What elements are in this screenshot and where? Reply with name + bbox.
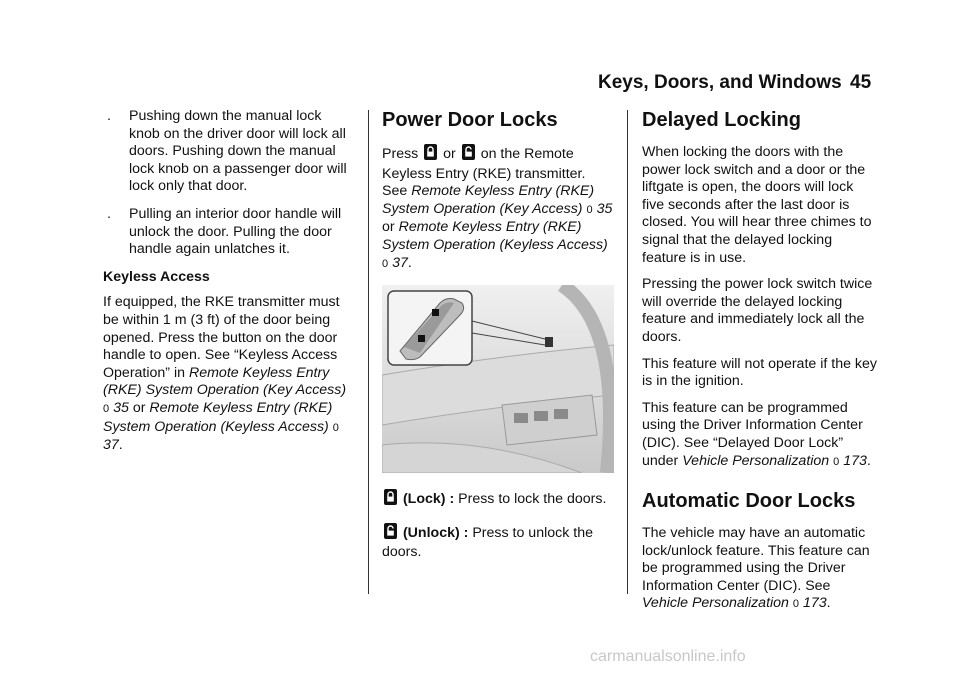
lock-term: (Lock) :	[402, 491, 455, 508]
on-remote-text: on the Remote Keyless Entry (RKE) transmitter. See	[382, 146, 586, 200]
unlock-icon	[462, 144, 475, 166]
delayed-locking-heading: Delayed Locking	[642, 109, 801, 131]
or-text: or	[382, 219, 395, 236]
automatic-door-locks-heading: Automatic Door Locks	[642, 490, 856, 513]
page-ref-number[interactable]: 37	[103, 437, 119, 454]
cross-reference-link[interactable]: Vehicle Personalization	[682, 452, 830, 469]
lock-icon	[384, 489, 397, 511]
paragraph: This feature will not operate if the key is in the ignition.	[642, 355, 878, 390]
period: .	[407, 254, 412, 271]
page-ref-number[interactable]: 173	[802, 595, 827, 612]
paragraph	[642, 400, 878, 471]
page-ref-number[interactable]: 35	[113, 399, 129, 416]
paragraph-text: This feature can be programmed using the Driver Information Center (DIC). See “Delayed Door Lock” under	[642, 399, 863, 469]
page-ref-number[interactable]: 37	[392, 254, 408, 271]
list-item	[103, 206, 356, 259]
list-item	[103, 108, 356, 196]
unlock-description: Press to unlock the doors.	[382, 524, 593, 561]
column-divider	[368, 110, 369, 594]
keyless-access-paragraph	[103, 294, 356, 454]
cross-reference-link[interactable]: Remote Keyless Entry (RKE) System Operation (Key Access)	[382, 183, 595, 217]
column-middle	[382, 108, 614, 574]
page-ref-icon: 0	[586, 203, 593, 216]
paragraph: Pressing the power lock switch twice will override the delayed locking feature and immediately lock all the doors.	[642, 276, 873, 345]
door-lock-switch-illustration	[382, 285, 614, 473]
column-divider	[627, 110, 628, 594]
page-number: 45	[850, 72, 872, 93]
cross-reference-link[interactable]: Remote Keyless Entry (RKE) System Operation (Key Access)	[103, 364, 347, 399]
lock-definition	[382, 489, 614, 511]
column-right	[642, 108, 878, 623]
power-door-locks-paragraph	[382, 144, 614, 273]
or-text: or	[132, 399, 146, 416]
unlock-icon	[384, 523, 397, 545]
page-ref-icon: 0	[332, 421, 339, 434]
bullet-marker: .	[107, 205, 111, 222]
period: .	[118, 437, 123, 454]
page-ref-icon: 0	[833, 455, 840, 468]
page-ref-icon: 0	[103, 402, 110, 415]
page-ref-number[interactable]: 173	[843, 452, 867, 469]
page-ref-icon: 0	[382, 257, 389, 270]
period: .	[826, 595, 831, 612]
keyless-text: If equipped, the RKE transmitter must be within 1 m (3 ft) of the door being opened. Press the button on the door handle to open. See “Keyless Access Operation” in	[103, 294, 340, 381]
bullet-marker: .	[107, 108, 111, 124]
lock-icon	[424, 144, 437, 166]
paragraph-text: The vehicle may have an automatic lock/unlock feature. This feature can be programmed using the Driver Information Center (DIC). See	[642, 525, 870, 594]
or-text: or	[443, 146, 456, 162]
cross-reference-link[interactable]: Vehicle Personalization	[642, 595, 789, 612]
bullet-text: Pulling an interior door handle will unlock the door. Pulling the door handle again unlatches it.	[129, 205, 342, 258]
cross-reference-link[interactable]: Remote Keyless Entry (RKE) System Operation (Keyless Access)	[103, 399, 333, 435]
watermark: carmanualsonline.info	[590, 648, 746, 665]
period: .	[866, 452, 871, 469]
column-left	[103, 108, 356, 464]
section-title: Keys, Doors, and Windows	[598, 72, 842, 93]
page-ref-number[interactable]: 35	[596, 200, 613, 217]
unlock-definition	[382, 523, 614, 562]
keyless-access-heading: Keyless Access	[103, 268, 210, 285]
paragraph: When locking the doors with the power lock switch and a door or the liftgate is open, the doors will lock five seconds after the last door is closed. You will hear three chimes to signal that the delayed locking feature is in use.	[642, 144, 872, 266]
lock-description: Press to lock the doors.	[458, 491, 607, 508]
bullet-text: Pushing down the manual lock knob on the driver door will lock all doors. Pushing down the manual lock knob on a passenger door will lock only that door.	[129, 108, 347, 195]
unlock-term: (Unlock) :	[402, 524, 469, 541]
page-header	[0, 72, 960, 96]
power-door-locks-heading: Power Door Locks	[382, 109, 558, 131]
page-ref-icon: 0	[792, 598, 800, 611]
paragraph	[642, 525, 878, 614]
press-text: Press	[382, 146, 419, 162]
cross-reference-link[interactable]: Remote Keyless Entry (RKE) System Operation (Keyless Access)	[382, 219, 608, 253]
